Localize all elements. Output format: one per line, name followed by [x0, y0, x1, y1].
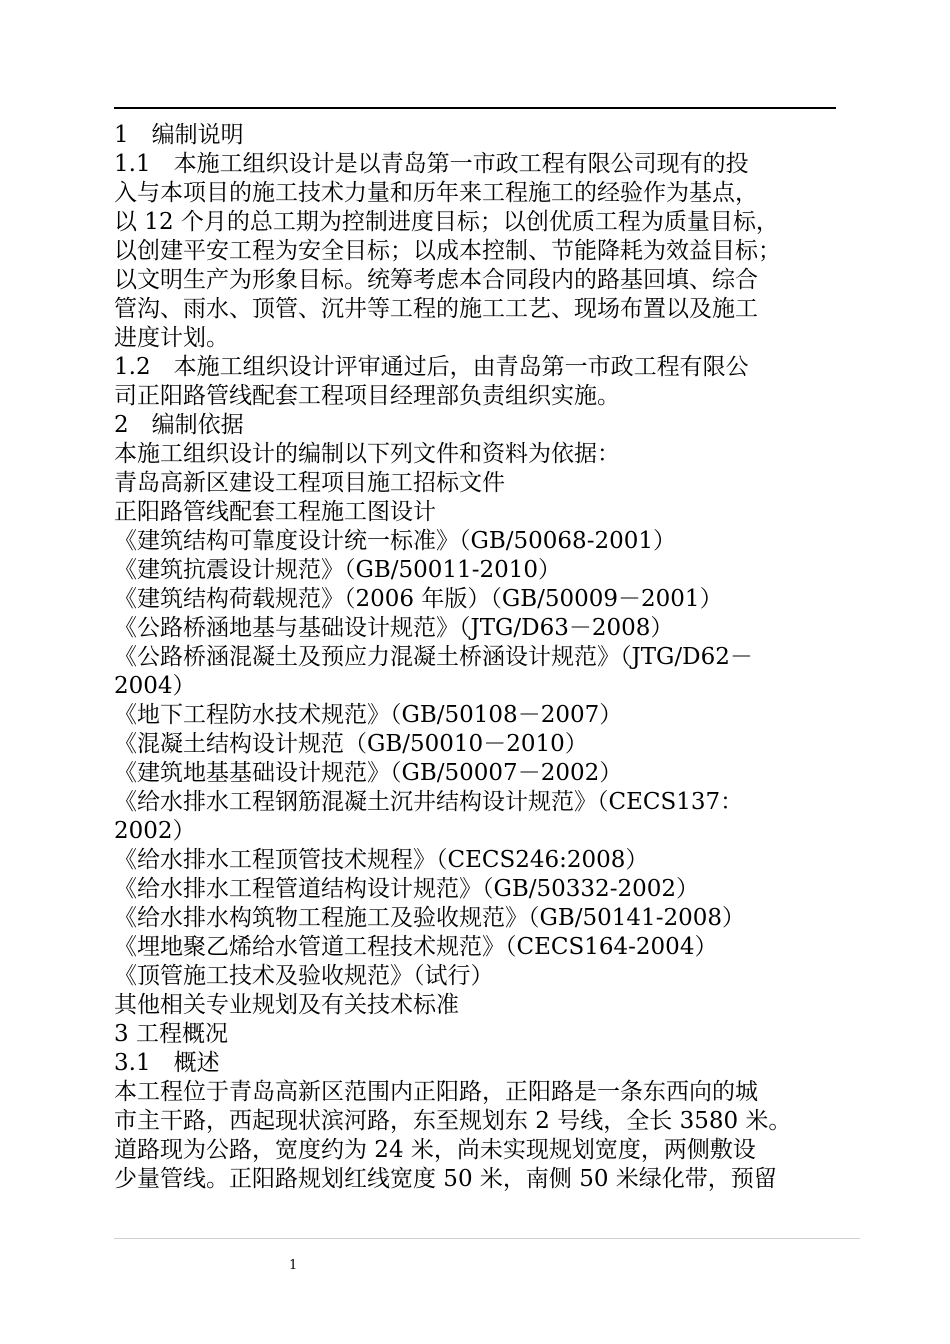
- paragraph-line: 管沟、雨水、顶管、沉井等工程的施工工艺、现场布置以及施工: [114, 296, 758, 322]
- reference-item: 《混凝土结构设计规范（GB/50010－2010）: [114, 731, 588, 757]
- paragraph-line: 以创建平安工程为安全目标；以成本控制、节能降耗为效益目标；: [114, 238, 781, 264]
- reference-item: 《建筑地基基础设计规范》（GB/50007－2002）: [114, 760, 623, 786]
- reference-item: 青岛高新区建设工程项目施工招标文件: [114, 470, 505, 496]
- paragraph-line: 少量管线。正阳路规划红线宽度 50 米，南侧 50 米绿化带，预留: [114, 1166, 777, 1192]
- reference-item: 《给水排水工程钢筋混凝土沉井结构设计规范》（CECS137：: [114, 789, 744, 815]
- reference-item: 《建筑结构可靠度设计统一标准》（GB/50068-2001）: [114, 528, 676, 554]
- reference-item: 2004）: [114, 673, 196, 699]
- page-number: 1: [289, 1258, 298, 1273]
- reference-item: 《建筑结构荷载规范》（2006 年版）（GB/50009－2001）: [114, 586, 723, 612]
- reference-item: 《公路桥涵地基与基础设计规范》（JTG/D63－2008）: [114, 615, 674, 641]
- reference-item: 正阳路管线配套工程施工图设计: [114, 499, 436, 525]
- reference-item: 《地下工程防水技术规范》（GB/50108－2007）: [114, 702, 623, 728]
- paragraph-line: 本施工组织设计的编制以下列文件和资料为依据：: [114, 441, 620, 467]
- paragraph-line: 市主干路，西起现状滨河路，东至规划东 2 号线，全长 3580 米。: [114, 1108, 792, 1134]
- reference-item: 《给水排水工程管道结构设计规范》（GB/50332-2002）: [114, 876, 699, 902]
- paragraph-line: 以文明生产为形象目标。统筹考虑本合同段内的路基回填、综合: [114, 267, 758, 293]
- subsection-heading: 3.1 概述: [114, 1050, 220, 1076]
- paragraph-line: 本工程位于青岛高新区范围内正阳路，正阳路是一条东西向的城: [114, 1079, 758, 1105]
- paragraph-line: 入与本项目的施工技术力量和历年来工程施工的经验作为基点，: [114, 180, 758, 206]
- document-body: [114, 121, 854, 1194]
- reference-item: 《给水排水工程顶管技术规程》（CECS246:2008）: [114, 847, 649, 873]
- section-heading: 1 编制说明: [114, 122, 244, 148]
- paragraph-line: 1.2 本施工组织设计评审通过后，由青岛第一市政工程有限公: [114, 354, 749, 380]
- paragraph-line: 进度计划。: [114, 325, 229, 351]
- paragraph-line: 司正阳路管线配套工程项目经理部负责组织实施。: [114, 383, 620, 409]
- reference-item: 《埋地聚乙烯给水管道工程技术规范》（CECS164-2004）: [114, 934, 718, 960]
- paragraph-line: 1.1 本施工组织设计是以青岛第一市政工程有限公司现有的投: [114, 151, 749, 177]
- reference-item: 《建筑抗震设计规范》（GB/50011-2010）: [114, 557, 561, 583]
- section-heading: 2 编制依据: [114, 412, 244, 438]
- reference-item: 其他相关专业规划及有关技术标准: [114, 992, 459, 1018]
- reference-item: 2002）: [114, 818, 196, 844]
- reference-item: 《公路桥涵混凝土及预应力混凝土桥涵设计规范》（JTG/D62－: [114, 644, 753, 670]
- reference-item: 《给水排水构筑物工程施工及验收规范》（GB/50141-2008）: [114, 905, 745, 931]
- paragraph-line: 以 12 个月的总工期为控制进度目标；以创优质工程为质量目标，: [114, 209, 779, 235]
- section-heading: 3 工程概况: [114, 1021, 228, 1047]
- reference-item: 《顶管施工技术及验收规范》（试行）: [114, 963, 494, 989]
- header-rule: [114, 107, 836, 109]
- footer-rule: [114, 1238, 860, 1239]
- paragraph-line: 道路现为公路，宽度约为 24 米，尚未实现规划宽度，两侧敷设: [114, 1137, 756, 1163]
